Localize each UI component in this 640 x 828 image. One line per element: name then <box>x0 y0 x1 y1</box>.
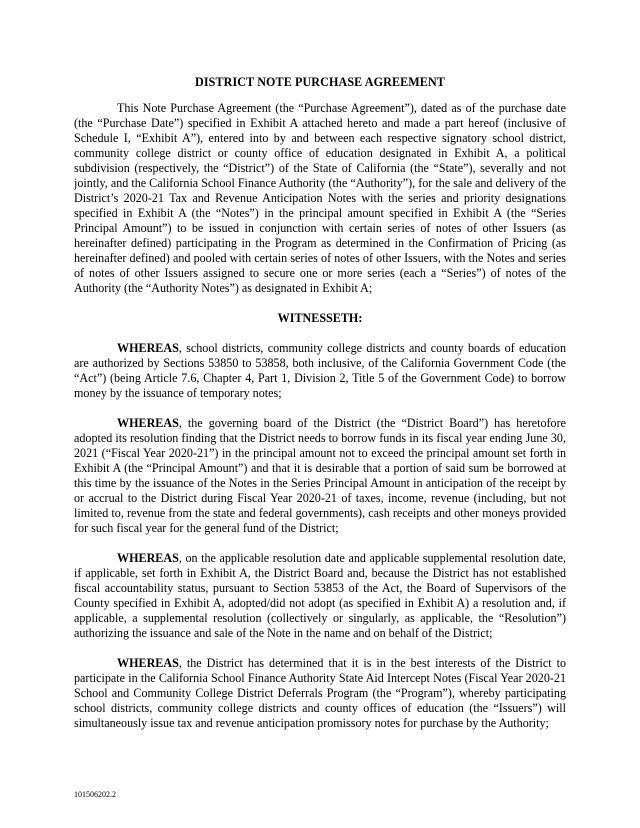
whereas-paragraph-4 <box>74 656 566 731</box>
whereas-label: WHEREAS <box>117 341 179 355</box>
whereas-text: , the governing board of the District (the “District Board”) has heretofore adopted its resolution finding that the District needs to borrow funds in its fiscal year ending June 30, 2021 (“Fiscal Year 2020-21”) in the principal amount not to exceed the principal amount set forth in Exhibit A (the “Principal Amount”) and that it is desirable that a portion of said sum be borrowed at this time by the issuance of the Notes in the Series Principal Amount in anticipation of the receipt by or accrual to the District during Fiscal Year 2020-21 of taxes, income, revenue (including, but not limited to, revenue from the state and federal governments), cash receipts and other moneys provided for such fiscal year for the general fund of the District; <box>74 416 566 535</box>
whereas-paragraph-3 <box>74 551 566 641</box>
whereas-paragraph-1 <box>74 341 566 401</box>
whereas-label: WHEREAS <box>117 416 179 430</box>
whereas-label: WHEREAS <box>117 551 179 565</box>
whereas-text: , on the applicable resolution date and applicable supplemental resolution date, if applicable, set forth in Exhibit A, the District Board and, because the District has not established fiscal accountability status, pursuant to Section 53853 of the Act, the Board of Supervisors of the County specified in Exhibit A, adopted/did not adopt (as specified in Exhibit A) a resolution and, if applicable, a supplemental resolution (collectively or singularly, as applicable, the “Resolution”) authorizing the issuance and sale of the Note in the name and on behalf of the District; <box>74 551 566 640</box>
intro-paragraph: This Note Purchase Agreement (the “Purchase Agreement”), dated as of the purchase date (the “Purchase Date”) specified in Exhibit A attached hereto and made a part hereof (inclusive of Schedule I, “Exhibit A”), entered into by and between each respective signatory school district, community college district or county office of education designated in Exhibit A, a political subdivision (respectively, the “District”) of the State of California (the “State”), severally and not jointly, and the California School Finance Authority (the “Authority”), for the sale and delivery of the District’s 2020-21 Tax and Revenue Anticipation Notes with the series and priority designations specified in Exhibit A (the “Notes”) in the principal amount specified in Exhibit A (the “Series Principal Amount”) to be issued in conjunction with certain series of notes of other Issuers (as hereinafter defined) participating in the Program as determined in the Confirmation of Pricing (as hereinafter defined) and pooled with certain series of notes of other Issuers, with the Notes and series of notes of other Issuers assigned to secure one or more series (each a “Series”) of notes of the Authority (the “Authority Notes”) as designated in Exhibit A; <box>74 101 566 295</box>
document-title: DISTRICT NOTE PURCHASE AGREEMENT <box>195 75 445 89</box>
witnesseth-heading: WITNESSETH: <box>277 311 363 325</box>
whereas-label: WHEREAS <box>117 656 179 670</box>
whereas-text: , school districts, community college districts and county boards of education are authorized by Sections 53850 to 53858, both inclusive, of the California Government Code (the “Act”) (being Article 7.6, Chapter 4, Part 1, Division 2, Title 5 of the Government Code) to borrow money by the issuance of temporary notes; <box>74 341 566 400</box>
document-body <box>74 75 566 746</box>
whereas-paragraph-2 <box>74 416 566 536</box>
document-footer-id: 101506202.2 <box>74 790 116 799</box>
whereas-text: , the District has determined that it is in the best interests of the District to participate in the California School Finance Authority State Aid Intercept Notes (Fiscal Year 2020-21 School and Community College District Deferrals Program (the “Program”), whereby participating school districts, community college districts and county offices of education (the “Issuers”) will simultaneously issue tax and revenue anticipation promissory notes for purchase by the Authority; <box>74 656 566 730</box>
